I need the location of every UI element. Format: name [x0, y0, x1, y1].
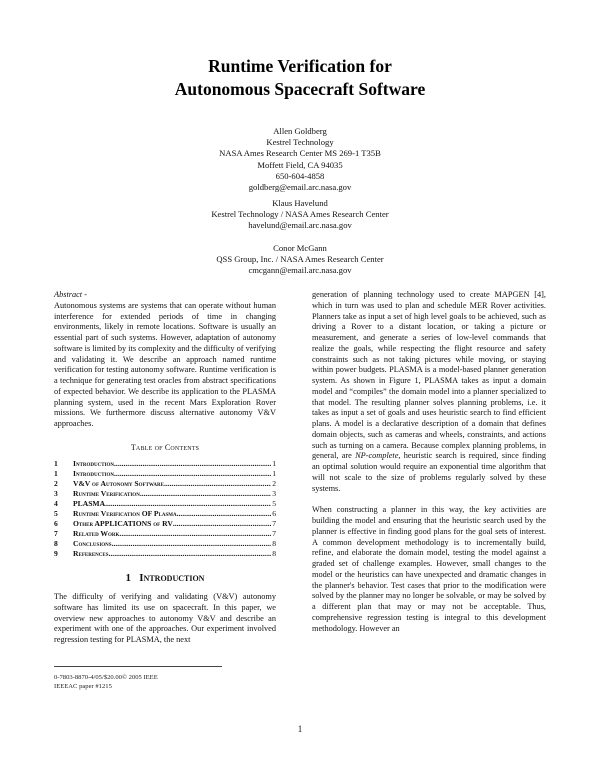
author-name: Klaus Havelund	[272, 198, 328, 208]
toc-item-number: 5	[54, 508, 58, 518]
toc-leader	[173, 519, 271, 529]
toc-item-title: Introduction	[73, 468, 115, 478]
table-of-contents	[54, 459, 276, 560]
toc-leader	[114, 459, 271, 469]
toc-item-number: 7	[54, 529, 58, 539]
toc-item-number: 8	[54, 539, 58, 549]
toc-item-title: Runtime Verification OF Plasma	[73, 508, 177, 518]
paper-title	[0, 55, 600, 101]
right-column	[312, 290, 546, 634]
toc-item-title: Conclusions	[73, 539, 112, 549]
toc-item[interactable]	[54, 549, 276, 559]
toc-item-number: 1	[54, 458, 58, 468]
footnote	[54, 674, 158, 691]
author-block-mcgann	[0, 243, 600, 277]
abstract-text: Autonomous systems are systems that can operate without human interference for extended periods of time in changing environments, likely in remote locations. Software is usually an essential part of such systems. However, adaptation of autonomy software is limited by its complexity and the difficulty of verifying and validating it. We describe an approach named runtime verification for testing autonomy software. Runtime verification is a technique for generating test oracles from abstract specifications of expected behavior. We describe its application to the PLASMA planning system, used in the recent Mars Exploration Rover missions. We furthermore discuss alternative autonomy V&V approaches.	[54, 300, 276, 428]
toc-item-page: 8	[272, 539, 276, 549]
author-city: Moffett Field, CA 94035	[257, 159, 343, 170]
author-address: NASA Ames Research Center MS 269-1 T35B	[219, 148, 381, 159]
toc-item[interactable]	[54, 469, 276, 479]
toc-leader	[109, 549, 272, 559]
toc-item-page: 2	[272, 478, 276, 488]
author-phone: 650-604-4858	[275, 170, 325, 181]
toc-item-number: 4	[54, 498, 58, 508]
toc-item-number: 1	[54, 468, 58, 478]
author-name: Allen Goldberg	[273, 126, 327, 136]
toc-item-number: 3	[54, 488, 58, 498]
toc-item-title: Runtime Verification	[73, 488, 140, 498]
toc-item-page: 6	[272, 508, 276, 518]
author-email: cmcgann@email.arc.nasa.gov	[248, 265, 352, 276]
author-email: havelund@email.arc.nasa.gov	[248, 220, 352, 231]
toc-item[interactable]	[54, 499, 276, 509]
toc-leader	[112, 539, 272, 549]
author-affiliation: Kestrel Technology	[266, 137, 334, 148]
toc-item[interactable]	[54, 489, 276, 499]
abstract-label: Abstract -	[54, 290, 87, 299]
toc-leader	[105, 499, 271, 509]
left-column	[54, 290, 276, 646]
toc-item-title: Introduction	[73, 458, 115, 468]
footnote-rule	[54, 666, 222, 667]
toc-item[interactable]	[54, 519, 276, 529]
author-email: goldberg@email.arc.nasa.gov	[248, 182, 352, 193]
author-affiliation: Kestrel Technology / NASA Ames Research Center	[211, 209, 389, 220]
toc-leader	[140, 489, 271, 499]
toc-item-title: Other APPLICATIONS of RV	[73, 519, 173, 529]
toc-item-page: 3	[272, 488, 276, 498]
author-name: Conor McGann	[273, 243, 327, 253]
toc-leader	[119, 529, 271, 539]
author-block-havelund	[0, 198, 600, 232]
footnote-copyright: 0-7803-8870-4/05/$20.00© 2005 IEEE	[54, 674, 158, 681]
toc-item-page: 7	[272, 519, 276, 529]
toc-leader	[114, 469, 271, 479]
toc-item-title: Related Work	[73, 529, 120, 539]
author-block-goldberg	[0, 126, 600, 193]
toc-item[interactable]	[54, 529, 276, 539]
section-title: Introduction	[139, 572, 205, 585]
right-paragraph-2: When constructing a planner in this way, the key activities are building the model and ensuring that the heuristic search used by the planner is effective in finding good plans for the goal sets of interest. A common development methodology is to incrementally build, refine, and elaborate the domain model, testing the model against a graded set of challenge examples. However, small changes to the model or the heuristics can have unexpected and dramatic changes in the planner's behavior. Test cases that prior to the modification were solved by the planner may no longer be solvable, or may be solved by a different plan that may or may not be acceptable. Thus, comprehensive regression testing is integral to this development methodology. However an	[312, 505, 546, 633]
toc-item[interactable]	[54, 509, 276, 519]
section-number: 1	[125, 572, 132, 585]
abstract	[54, 290, 276, 430]
footnote-paper-id: IEEEAC paper #1215	[54, 682, 112, 690]
section-heading-introduction	[54, 573, 276, 584]
title-line-2: Autonomous Spacecraft Software	[174, 79, 426, 99]
toc-item-page: 1	[272, 468, 276, 478]
toc-item-number: 6	[54, 519, 58, 529]
toc-item-title: V&V of Autonomy Software	[73, 478, 164, 488]
toc-item-page: 7	[272, 529, 276, 539]
toc-leader	[177, 509, 272, 519]
toc-item-title: PLASMA	[73, 498, 106, 508]
toc-item-title: References	[73, 549, 109, 559]
author-affiliation: QSS Group, Inc. / NASA Ames Research Center	[216, 254, 384, 265]
page-number: 1	[297, 724, 303, 734]
toc-item-page: 5	[272, 498, 276, 508]
toc-item-number: 9	[54, 549, 58, 559]
toc-item[interactable]	[54, 459, 276, 469]
toc-leader	[164, 479, 271, 489]
toc-item-page: 1	[272, 458, 276, 468]
right-paragraph-1	[312, 290, 546, 494]
toc-item-page: 8	[272, 549, 276, 559]
toc-heading: Table of Contents	[130, 442, 200, 452]
toc-item[interactable]	[54, 479, 276, 489]
toc-item[interactable]	[54, 539, 276, 549]
paragraph-text-b: , heuristic search is required, since finding an optimal solution would require an exponential time algorithm that will not scale to the size of problems regularly solved by these systems.	[312, 451, 546, 493]
paragraph-text-a: generation of planning technology used to create MAPGEN [4], which in turn was used to plan and schedule MER Rover activities. Planners take as input a set of high level goals to be achieved, such as driving a Rover to a distant location, or taking a picture or measurement, and generate a series of low-level commands that realize the goals, while respecting the flight resource and safety constraints such as not taking pictures while moving, or staying within power budgets. PLASMA is a model-based planner generation system. As shown in Figure 1, PLASMA takes as input a domain model and “compiles” the domain model into a planner specialized to that model. The resulting planner solves planning problems, i.e. it takes as input a set of goals and uses heuristic search to find efficient plans. A model is a declarative description of a domain that defines domain objects, such as cameras and wheels, constraints, and actions such as turning on a camera. Because complex planning problems, in general, are	[312, 290, 546, 461]
intro-paragraph: The difficulty of verifying and validating (V&V) autonomy software has limited its use on spacecraft. In this paper, we overview new approaches to autonomy V&V and describe an experiment with one of the approaches. Our experiment involved regression testing for PLASMA, the next	[54, 592, 276, 645]
emphasis-np-complete: NP-complete	[355, 451, 399, 461]
toc-item-number: 2	[54, 478, 58, 488]
title-line-1: Runtime Verification for	[208, 56, 392, 76]
